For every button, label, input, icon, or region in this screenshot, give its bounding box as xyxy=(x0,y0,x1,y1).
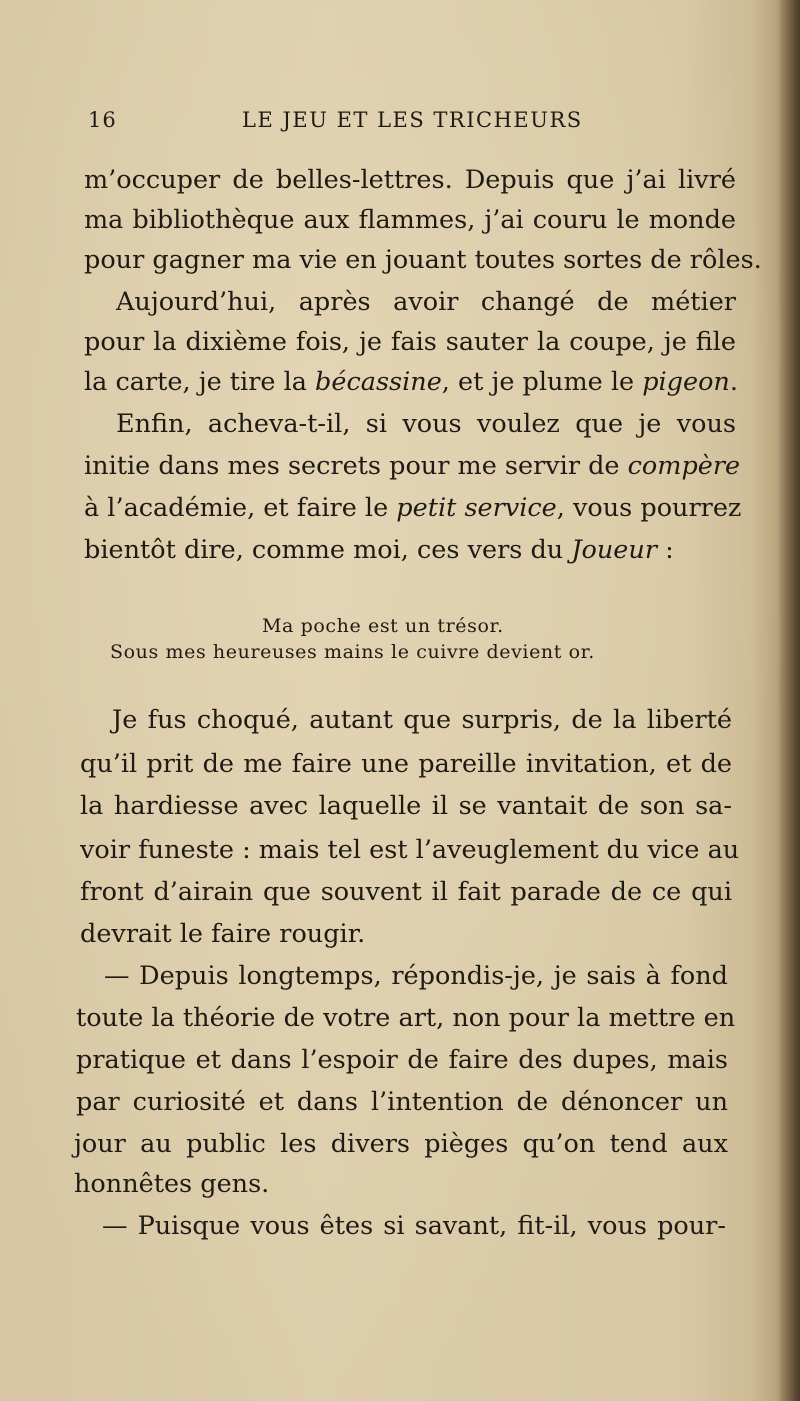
italic-word: compère xyxy=(627,451,741,481)
verse-line: Sous mes heureuses mains le cuivre devient or. xyxy=(110,641,595,663)
text-line: m’occuper de belles-lettres. Depuis que j’ai livré xyxy=(84,165,736,195)
text-line: qu’il prit de me faire une pareille invitation, et de xyxy=(80,749,732,779)
text-line: devrait le faire rougir. xyxy=(80,919,366,949)
italic-word: petit service xyxy=(396,493,557,523)
text-line: bientôt dire, comme moi, ces vers du Joueur : xyxy=(84,535,674,565)
text-line: Je fus choqué, autant que surpris, de la liberté xyxy=(112,705,732,735)
italic-word: bécassine xyxy=(315,367,442,397)
text-line: Aujourd’hui, après avoir changé de métier xyxy=(116,287,736,317)
running-title: LE JEU ET LES TRICHEURS xyxy=(242,108,583,132)
page-edge-shadow xyxy=(778,0,800,1401)
italic-word: Joueur xyxy=(571,535,658,565)
text-line: par curiosité et dans l’intention de dénoncer un xyxy=(76,1087,728,1117)
text-line: voir funeste : mais tel est l’aveuglement du vice au xyxy=(80,835,740,865)
text-line: à l’académie, et faire le petit service, vous pourrez xyxy=(84,493,742,523)
text-line: — Depuis longtemps, répondis-je, je sais à fond xyxy=(104,961,728,991)
text-line: pour la dixième fois, je fais sauter la coupe, je file xyxy=(84,327,736,357)
text-line: jour au public les divers pièges qu’on tend aux xyxy=(74,1129,728,1159)
text-line: pratique et dans l’espoir de faire des dupes, mais xyxy=(76,1045,728,1075)
text-line: toute la théorie de votre art, non pour la mettre en xyxy=(76,1003,736,1033)
running-header xyxy=(88,108,592,142)
text-line: pour gagner ma vie en jouant toutes sortes de rôles. xyxy=(84,245,762,275)
text-line: — Puisque vous êtes si savant, fit-il, vous pour- xyxy=(102,1211,726,1241)
text-line: la carte, je tire la bécassine, et je plume le pigeon. xyxy=(84,367,738,397)
text-line: initie dans mes secrets pour me servir de compère xyxy=(84,451,741,481)
italic-word: pigeon xyxy=(642,367,730,397)
text-line: Enfin, acheva-t-il, si vous voulez que je vous xyxy=(116,409,736,439)
text-line: la hardiesse avec laquelle il se vantait de son sa- xyxy=(80,791,732,821)
verse-line: Ma poche est un trésor. xyxy=(262,615,504,637)
text-line: honnêtes gens. xyxy=(74,1169,270,1199)
text-line: front d’airain que souvent il fait parade de ce qui xyxy=(80,877,732,907)
page-number: 16 xyxy=(88,108,117,132)
text-line: ma bibliothèque aux flammes, j’ai couru le monde xyxy=(84,205,736,235)
